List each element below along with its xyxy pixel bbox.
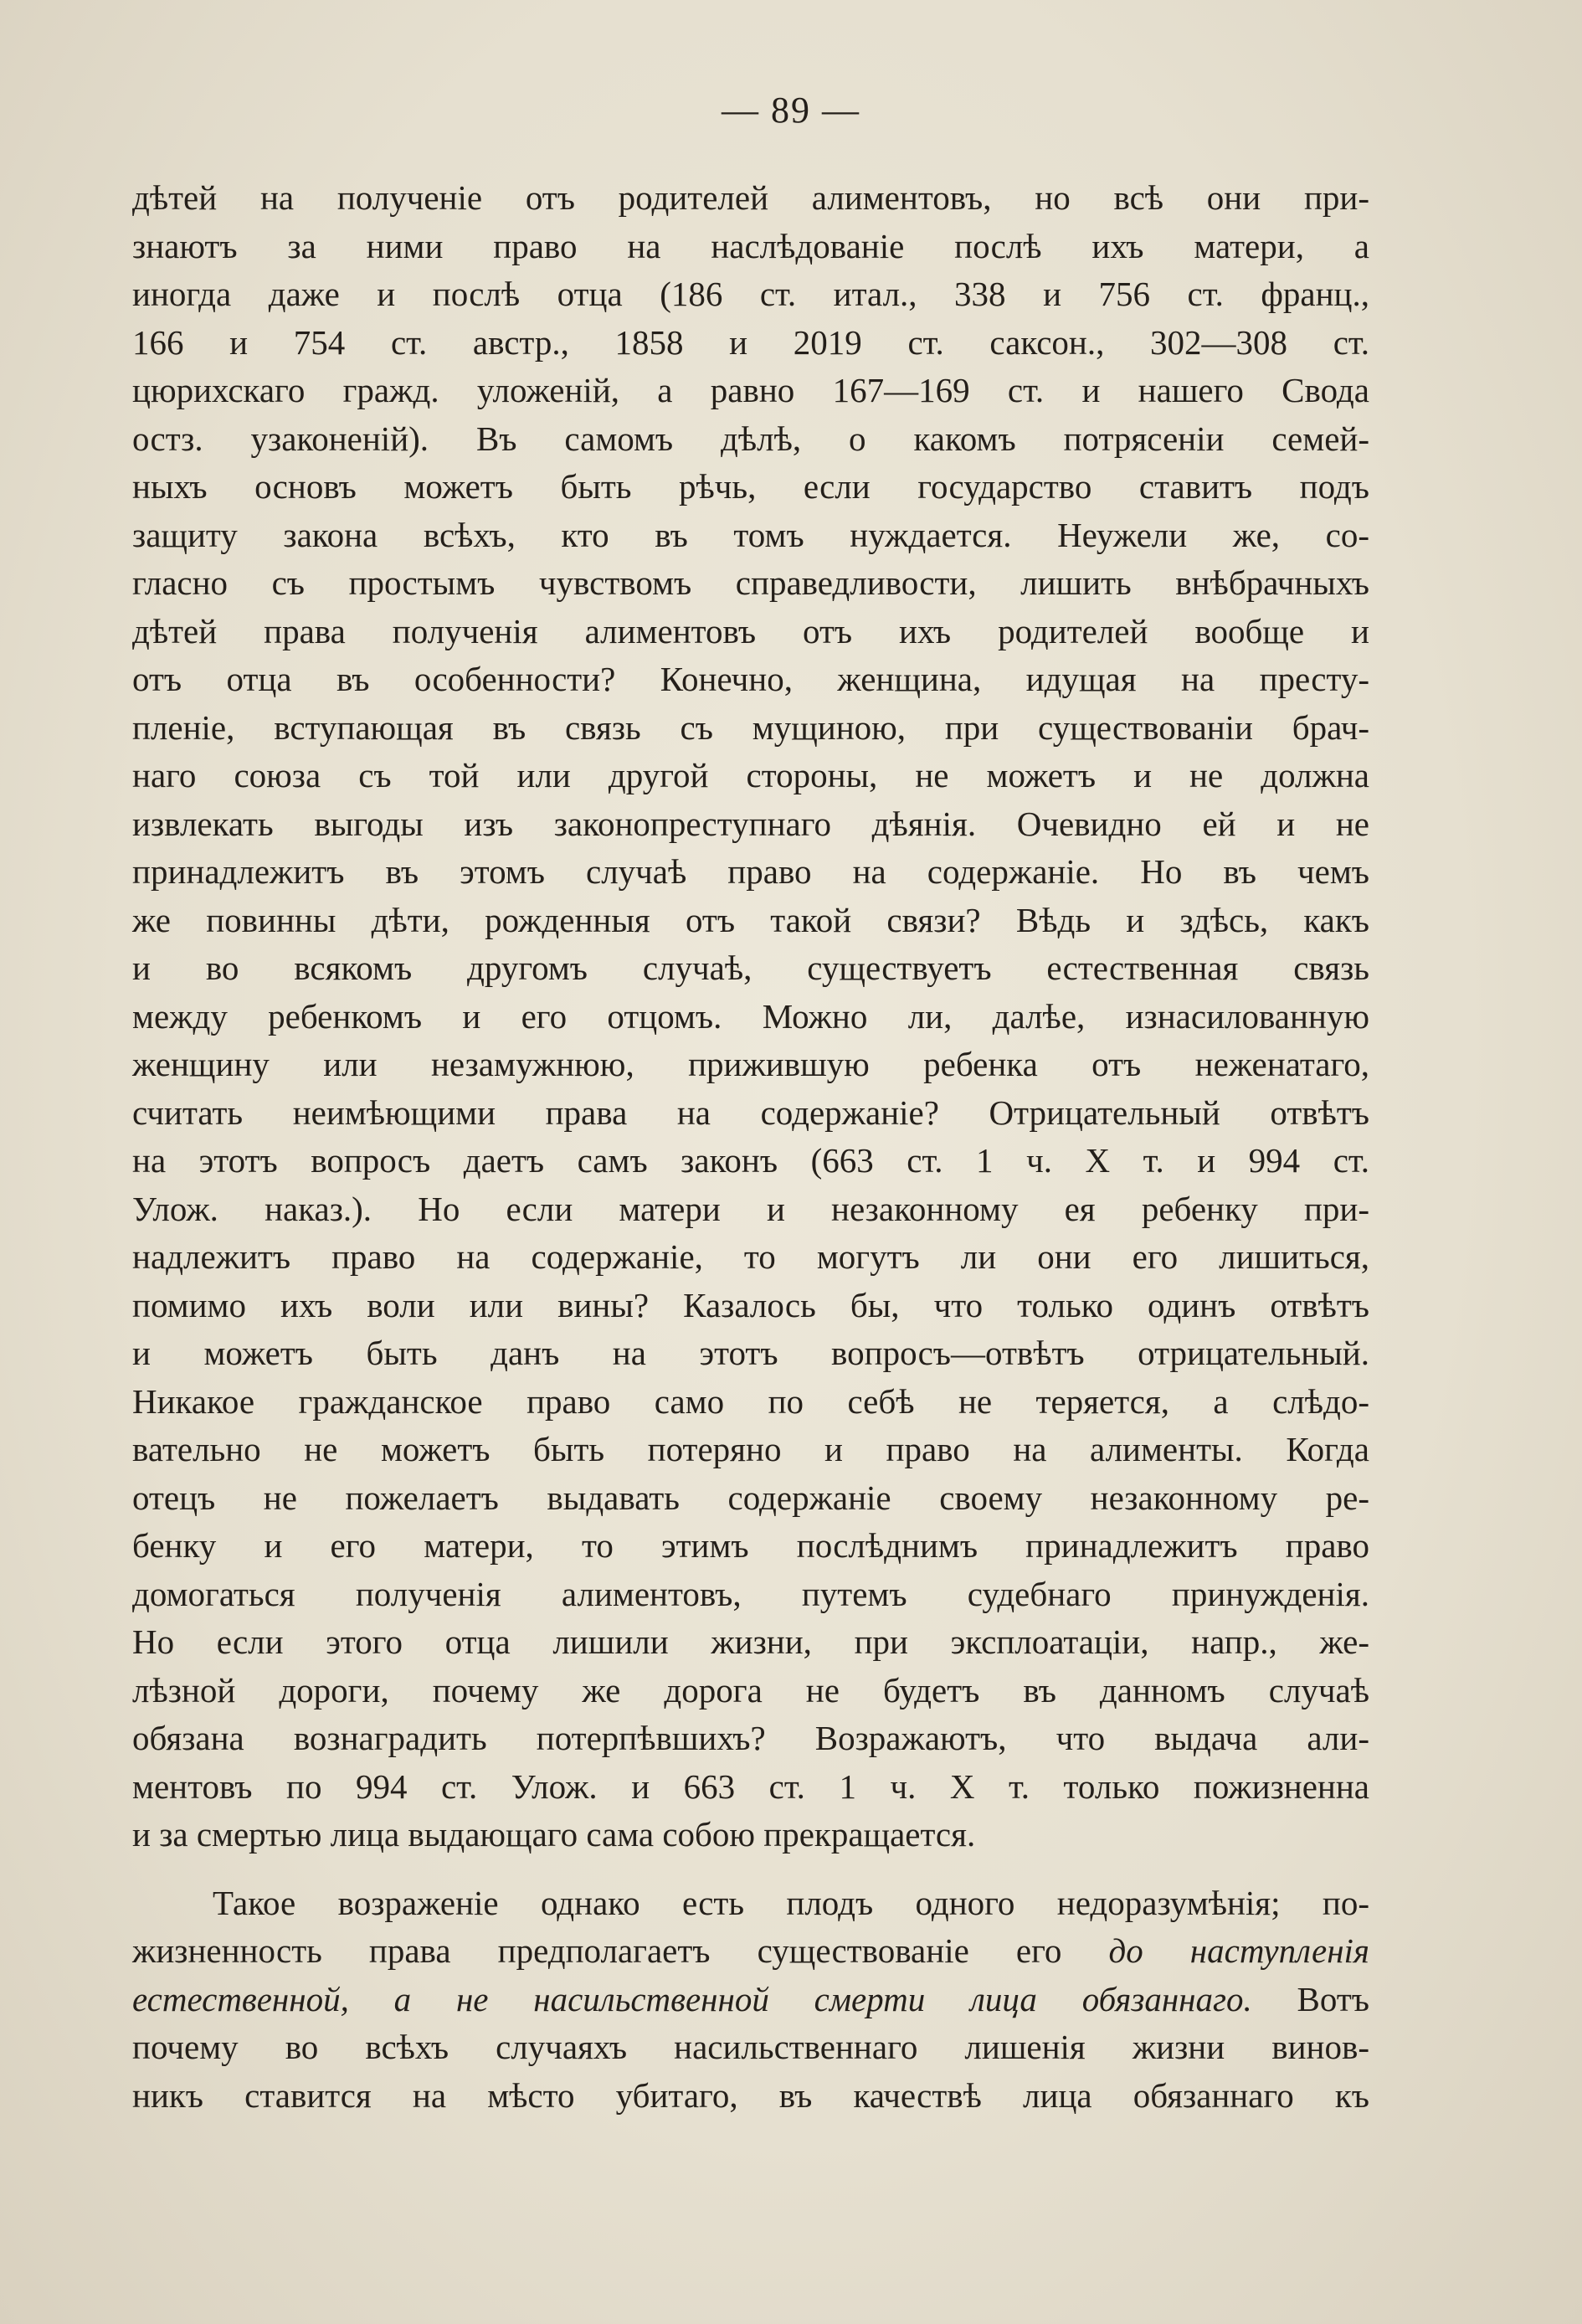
text-line: помимо ихъ воли или вины? Казалось бы, что только одинъ отвѣтъ — [132, 1285, 1369, 1324]
text-line: 166 и 754 ст. австр., 1858 и 2019 ст. саксон., 302—308 ст. — [132, 322, 1369, 362]
page-text — [132, 174, 1369, 2120]
text-line: вательно не можетъ быть потеряно и право на алименты. Когда — [132, 1430, 1369, 1468]
text-line: и за смертью лица выдающаго сама собою прекращается. — [132, 1815, 976, 1854]
text-line: и во всякомъ другомъ случаѣ, существуетъ естественная связь — [132, 949, 1369, 987]
text-line: почему во всѣхъ случаяхъ насильственнаго лишенія жизни винов- — [132, 2028, 1369, 2066]
text-line: между ребенкомъ и его отцомъ. Можно ли, далѣе, изнасилованную — [132, 996, 1369, 1036]
text-line: пленіе, вступающая въ связь съ мущиною, при существованіи брач- — [132, 707, 1369, 747]
text-line: Но если этого отца лишили жизни, при эксплоатаціи, напр., же- — [132, 1622, 1369, 1661]
text-line: на этотъ вопросъ даетъ самъ законъ (663 ст. 1 ч. X т. и 994 ст. — [132, 1141, 1369, 1180]
text-line: Такое возраженіе однако есть плодъ одного недоразумѣнія; по- — [213, 1883, 1369, 1922]
text-line: никъ ставится на мѣсто убитаго, въ качествѣ лица обязаннаго къ — [132, 2075, 1369, 2115]
text-line: цюрихскаго гражд. уложеній, а равно 167—169 ст. и нашего Свода — [132, 371, 1369, 409]
text-line: извлекать выгоды изъ законопреступнаго дѣянія. Очевидно ей и не — [132, 804, 1369, 843]
text-line: женщину или незамужнюю, прижившую ребенка отъ неженатаго, — [132, 1045, 1369, 1083]
paragraph-1 — [132, 174, 1369, 1859]
text-line: бенку и его матери, то этимъ послѣднимъ принадлежитъ право — [132, 1526, 1369, 1565]
text-line — [132, 1927, 1369, 1976]
text-line: Улож. наказ.). Но если матери и незаконному ея ребенку при- — [132, 1189, 1369, 1228]
text-line: отецъ не пожелаетъ выдавать содержаніе своему незаконному ре- — [132, 1478, 1369, 1517]
text-line: ментовъ по 994 ст. Улож. и 663 ст. 1 ч. X т. только пожизненна — [132, 1766, 1369, 1806]
text-line: лѣзной дороги, почему же дорога не будетъ въ данномъ случаѣ — [132, 1670, 1369, 1710]
text-line: гласно съ простымъ чувствомъ справедливости, лишить внѣбрачныхъ — [132, 563, 1369, 602]
italic-emphasis: до наступленія — [1108, 1931, 1369, 1970]
text-line: и можетъ быть данъ на этотъ вопросъ—отвѣтъ отрицательный. — [132, 1334, 1369, 1372]
paragraph-gap — [132, 1859, 1369, 1879]
text-run: жизненность права предполагаетъ существованіе его — [132, 1931, 1109, 1970]
text-line: принадлежитъ въ этомъ случаѣ право на содержаніе. Но въ чемъ — [132, 852, 1369, 891]
text-line: наго союза съ той или другой стороны, не можетъ и не должна — [132, 756, 1369, 794]
text-line: отъ отца въ особенности? Конечно, женщина, идущая на престу- — [132, 660, 1369, 698]
text-line: дѣтей на полученіе отъ родителей алиментовъ, но всѣ они при- — [132, 178, 1369, 217]
text-line: иногда даже и послѣ отца (186 ст. итал., 338 и 756 ст. франц., — [132, 275, 1369, 313]
text-line: ныхъ основъ можетъ быть рѣчь, если государство ставитъ подъ — [132, 467, 1369, 506]
page-number: — 89 — — [722, 90, 860, 131]
text-line: надлежитъ право на содержаніе, то могутъ ли они его лишиться, — [132, 1237, 1369, 1276]
paragraph-2 — [132, 1879, 1369, 2121]
text-line: остз. узаконеній). Въ самомъ дѣлѣ, о какомъ потрясеніи семей- — [132, 419, 1369, 458]
text-line: защиту закона всѣхъ, кто въ томъ нуждается. Неужели же, со- — [132, 515, 1369, 554]
text-line: обязана вознаградить потерпѣвшихъ? Возражаютъ, что выдача али- — [132, 1719, 1369, 1757]
text-line: дѣтей права полученія алиментовъ отъ ихъ родителей вообще и — [132, 611, 1369, 650]
text-line: домогаться полученія алиментовъ, путемъ судебнаго принужденія. — [132, 1574, 1369, 1613]
text-line: считать неимѣющими права на содержаніе? Отрицательный отвѣтъ — [132, 1093, 1369, 1132]
italic-emphasis: естественной, а не насильственной смерти лица обязаннаго. — [132, 1979, 1252, 2018]
text-line — [132, 1976, 1369, 2024]
text-line: знаютъ за ними право на наслѣдованіе послѣ ихъ матери, а — [132, 226, 1369, 265]
text-line: Никакое гражданское право само по себѣ не теряется, а слѣдо- — [132, 1381, 1369, 1421]
text-line: же повинны дѣти, рожденныя отъ такой связи? Вѣдь и здѣсь, какъ — [132, 900, 1369, 939]
text-run: Вотъ — [1251, 1979, 1369, 2018]
